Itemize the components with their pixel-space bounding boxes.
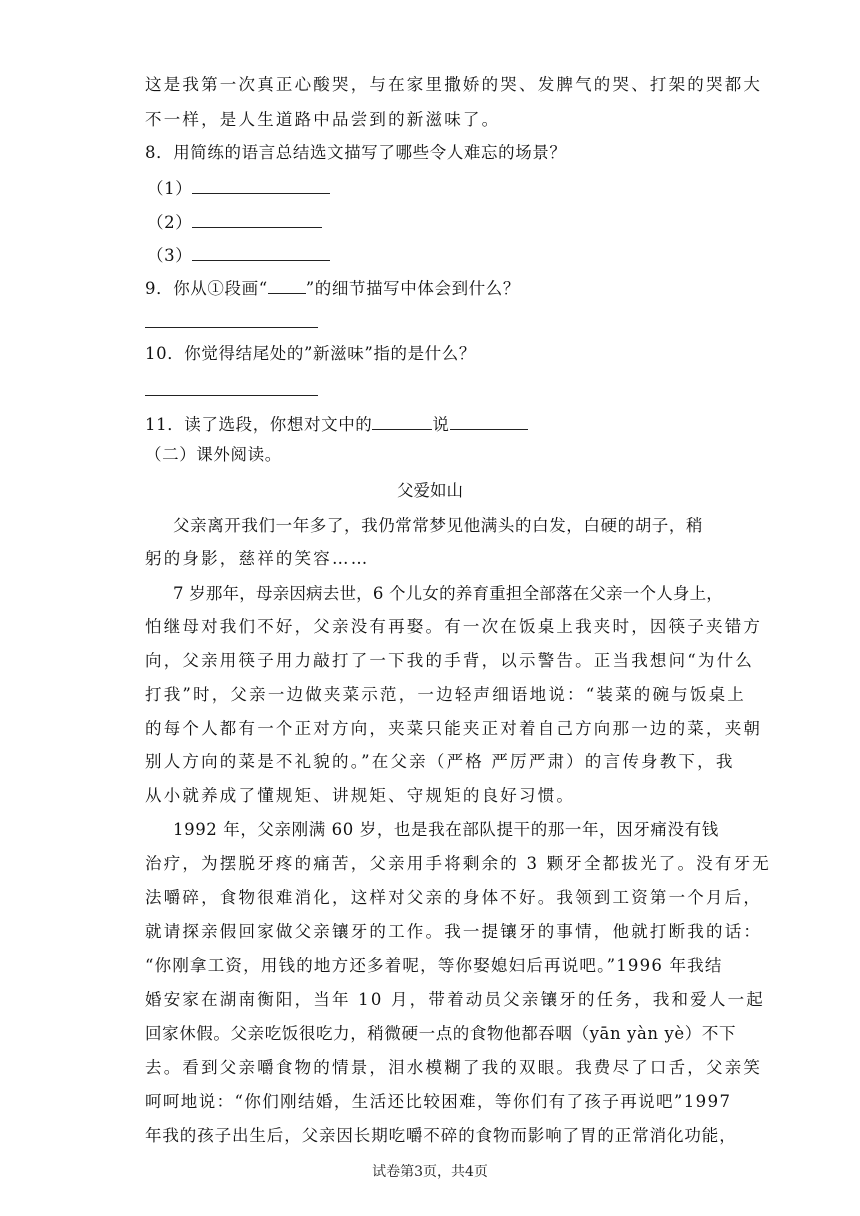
- question-11: [145, 413, 725, 435]
- article-line: 躬的身影，慈祥的笑容……: [145, 549, 370, 568]
- article-line: 从小就养成了懂规矩、讲规矩、守规矩的良好习惯。: [145, 786, 576, 805]
- answer-blank[interactable]: [192, 211, 322, 228]
- article-line: 就请探亲假回家做父亲镶牙的工作。我一提镶牙的事情，他就打断我的话：: [145, 922, 763, 941]
- q8-item-2[interactable]: [147, 211, 727, 233]
- q10-answer-line[interactable]: [145, 395, 318, 396]
- q8-item-label: （3）: [147, 246, 193, 265]
- q8-item-label: （1）: [147, 179, 193, 198]
- passage-line: 不一样，是人生道路中品尝到的新滋味了。: [145, 110, 501, 129]
- q8-item-3[interactable]: [147, 244, 727, 266]
- article-line: 1992 年，父亲刚满 60 岁，也是我在部队提干的那一年，因牙痛没有钱: [173, 820, 719, 839]
- article-line: 父亲离开我们一年多了，我仍常常梦见他满头的白发，白硬的胡子，稍: [173, 516, 704, 535]
- article-line: 打我”时，父亲一边做夹菜示范，一边轻声细语地说：“装菜的碗与饭桌上: [145, 685, 746, 704]
- article-line: 的每个人都有一个正对方向，夹菜只能夹正对着自己方向那一边的菜，夹朝: [145, 719, 763, 738]
- article-line: 去。看到父亲嚼食物的情景，泪水模糊了我的双眼。我费尽了口舌，父亲笑: [145, 1058, 763, 1077]
- article-line: 婚安家在湖南衡阳，当年 10 月，带着动员父亲镶牙的任务，我和爱人一起: [145, 990, 765, 1009]
- q9-text-before: 9．你从①段画“: [145, 279, 268, 298]
- q11-text-part2: 说: [432, 415, 450, 434]
- article-line: 年我的孩子出生后，父亲因长期吃嚼不碎的食物而影响了胃的正常消化功能，: [145, 1126, 737, 1145]
- article-line: 法嚼碎，食物很难消化，这样对父亲的身体不好。我领到工资第一个月后，: [145, 888, 763, 907]
- q8-item-1[interactable]: [147, 177, 727, 199]
- answer-blank[interactable]: [192, 244, 330, 261]
- article-line: “你刚拿工资，用钱的地方还多着呢，等你娶媳妇后再说吧。”1996 年我结: [145, 956, 723, 975]
- section-heading: （二）课外阅读。: [145, 445, 282, 464]
- question-8: 8．用简练的语言总结选文描写了哪些令人难忘的场景？: [145, 143, 567, 162]
- article-line: 回家休假。父亲吃饭很吃力，稍微硬一点的食物他都吞咽（yān yàn yè）不下: [145, 1024, 737, 1043]
- q8-item-label: （2）: [147, 213, 193, 232]
- question-10: 10．你觉得结尾处的”新滋味”指的是什么？: [145, 344, 476, 363]
- q9-text-after: ”的细节描写中体会到什么？: [305, 279, 520, 298]
- article-line: 怕继母对我们不好，父亲没有再娶。有一次在饭桌上我夹时，因筷子夹错方: [145, 617, 763, 636]
- answer-blank[interactable]: [450, 413, 528, 430]
- q11-text-part1: 11．读了选段，你想对文中的: [145, 415, 373, 434]
- page-footer: 试卷第3页，共4页: [372, 1164, 488, 1180]
- passage-line: 这是我第一次真正心酸哭，与在家里撒娇的哭、发脾气的哭、打架的哭都大: [145, 75, 763, 94]
- article-line: 7 岁那年，母亲因病去世，6 个儿女的养育重担全部落在父亲一个人身上，: [173, 584, 723, 603]
- answer-blank[interactable]: [192, 177, 330, 194]
- article-line: 别人方向的菜是不礼貌的。”在父亲（严格 严厉严肃）的言传身教下，我: [145, 752, 735, 771]
- q9-answer-line[interactable]: [145, 327, 318, 328]
- article-title: 父爱如山: [397, 481, 463, 500]
- question-9: [145, 277, 725, 299]
- article-line: 向，父亲用筷子用力敲打了一下我的手背，以示警告。正当我想问“为什么: [145, 651, 755, 670]
- article-line: 治疗，为摆脱牙疼的痛苦，父亲用手将剩余的 3 颗牙全都拔光了。没有牙无: [145, 854, 771, 873]
- answer-blank[interactable]: [372, 413, 432, 430]
- answer-blank[interactable]: [268, 277, 306, 294]
- article-line: 呵呵地说：“你们刚结婚，生活还比较困难，等你们有了孩子再说吧”1997: [145, 1092, 732, 1111]
